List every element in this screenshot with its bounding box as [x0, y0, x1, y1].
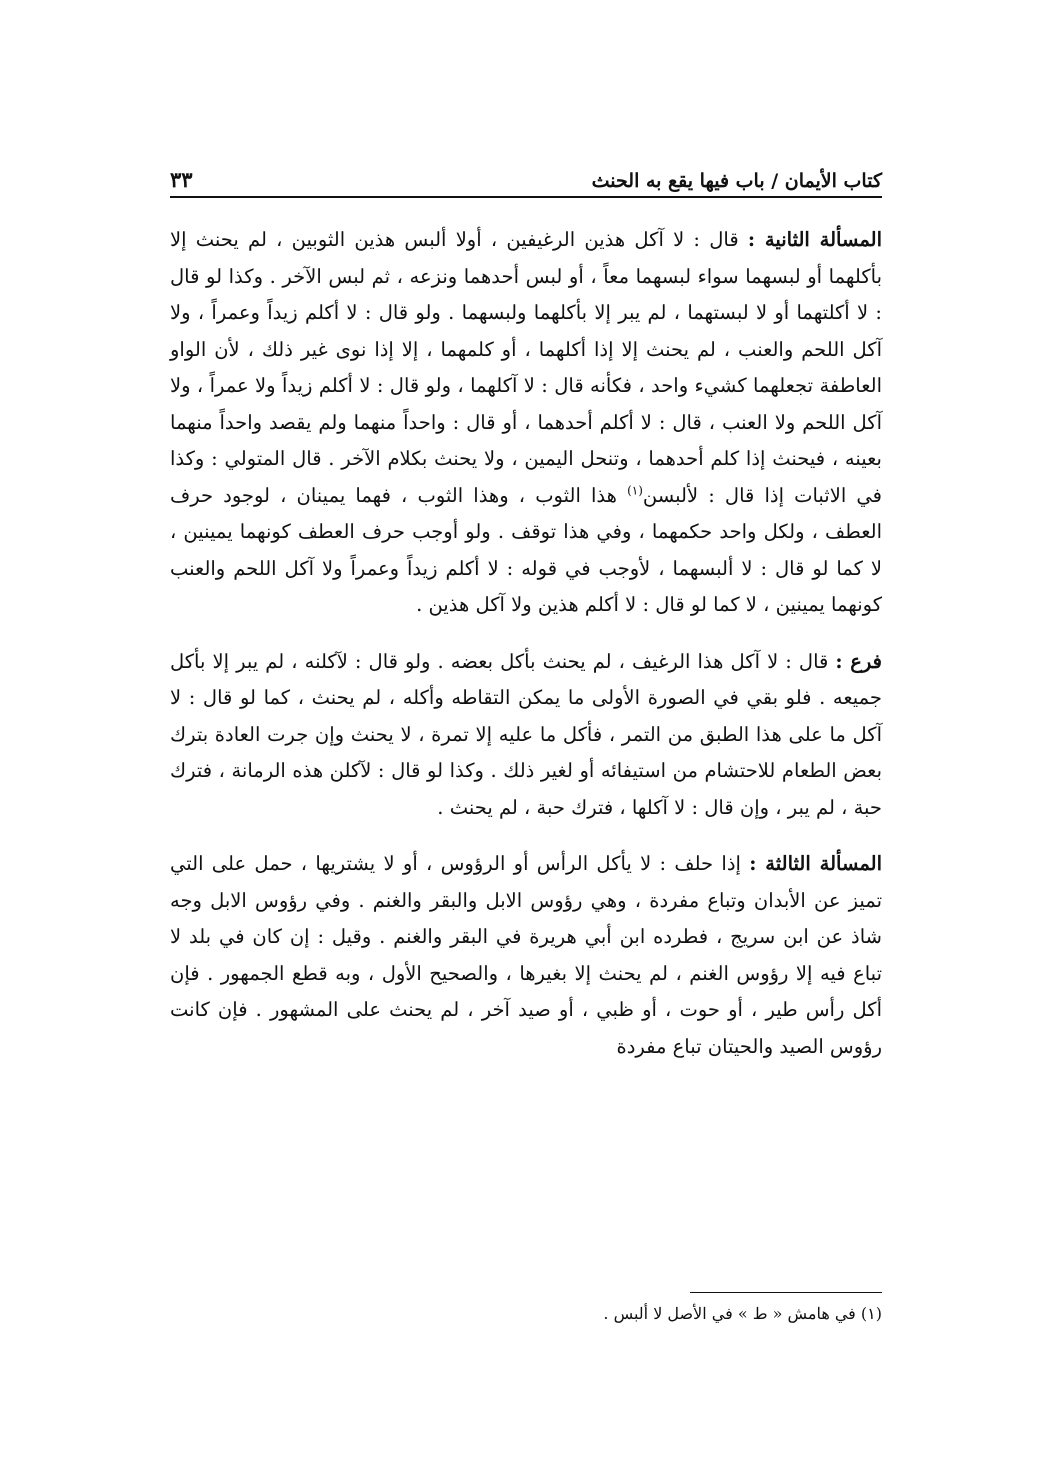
- paragraph-heading: فرع :: [835, 649, 882, 673]
- paragraph-second-issue: [170, 222, 882, 624]
- chapter-title: كتاب الأيمان / باب فيها يقع به الحنث: [591, 170, 882, 192]
- footnote-separator: [690, 1292, 882, 1293]
- paragraph-branch: [170, 644, 882, 827]
- running-header: [170, 148, 882, 198]
- paragraph-third-issue: [170, 846, 882, 1065]
- paragraph-heading: المسألة الثانية :: [747, 228, 882, 251]
- main-text: [170, 222, 882, 1085]
- paragraph-text: قال : لا آكل هذين الرغيفين ، أولا ألبس هذين الثوبين ، لم يحنث إلا بأكلهما أو لبسهما سواء لبسهما معاً ، أو لبس أحدهما ونزعه ، ثم لبس الآخر . وكذا لو قال : لا أكلتهما أو لا لبستهما ، لم يبر إلا بأكلهما ولبسهما . ولو قال : لا أكلم زيداً وعمراً ، ولا آكل اللحم والعنب ، لم يحنث إلا إذا أكلهما ، أو كلمهما ، إلا إذا نوى غير ذلك ، لأن الواو العاطفة تجعلهما كشيء واحد ، فكأنه قال : لا آكلهما ، ولو قال : لا أكلم زيداً ولا عمراً ، ولا آكل اللحم ولا العنب ، قال : لا أكلم أحدهما ، أو قال : واحداً منهما ولم يقصد واحداً منهما بعينه ، فيحنث إذا كلم أحدهما ، وتنحل اليمين ، ولا يحنث بكلام الآخر . قال المتولي : وكذا في الاثبات إذا قال : لألبسن: [170, 228, 882, 507]
- footnote: (١) في هامش « ط » في الأصل لا ألبس .: [603, 1304, 882, 1323]
- paragraph-text: إذا حلف : لا يأكل الرأس أو الرؤوس ، أو لا يشتريها ، حمل على التي تميز عن الأبدان وتباع مفردة ، وهي رؤوس الابل والبقر والغنم . وفي رؤوس الابل وجه شاذ عن ابن سريج ، فطرده ابن أبي هريرة في البقر والغنم . وقيل : إن كان في بلد لا تباع فيه إلا رؤوس الغنم ، لم يحنث إلا بغيرها ، والصحيح الأول ، وبه قطع الجمهور . فإن أكل رأس طير ، أو حوت ، أو ظبي ، أو صيد آخر ، لم يحنث على المشهور . فإن كانت رؤوس الصيد والحيتان تباع مفردة: [170, 852, 882, 1058]
- paragraph-text-continued: هذا الثوب ، وهذا الثوب ، فهما يمينان ، لوجود حرف العطف ، ولكل واحد حكمهما ، وفي هذا توقف . ولو أوجب حرف العطف كونهما يمينين ، لا كما لو قال : لا ألبسهما ، لأوجب في قوله : لا أكلم زيداً وعمراً ولا آكل اللحم والعنب كونهما يمينين ، لا كما لو قال : لا أكلم هذين ولا آكل هذين .: [170, 483, 882, 616]
- page-number: ٣٣: [170, 167, 193, 192]
- footnote-reference: (١): [627, 483, 643, 497]
- paragraph-text: قال : لا آكل هذا الرغيف ، لم يحنث بأكل بعضه . ولو قال : لآكلنه ، لم يبر إلا بأكل جميعه . فلو بقي في الصورة الأولى ما يمكن التقاطه وأكله ، لم يحنث ، كما لو قال : لا آكل ما على هذا الطبق من التمر ، فأكل ما عليه إلا تمرة ، لا يحنث وإن جرت العادة بترك بعض الطعام للاحتشام من استيفائه أو لغير ذلك . وكذا لو قال : لآكلن هذه الرمانة ، فترك حبة ، لم يبر ، وإن قال : لا آكلها ، فترك حبة ، لم يحنث .: [170, 649, 882, 819]
- paragraph-heading: المسألة الثالثة :: [749, 852, 883, 875]
